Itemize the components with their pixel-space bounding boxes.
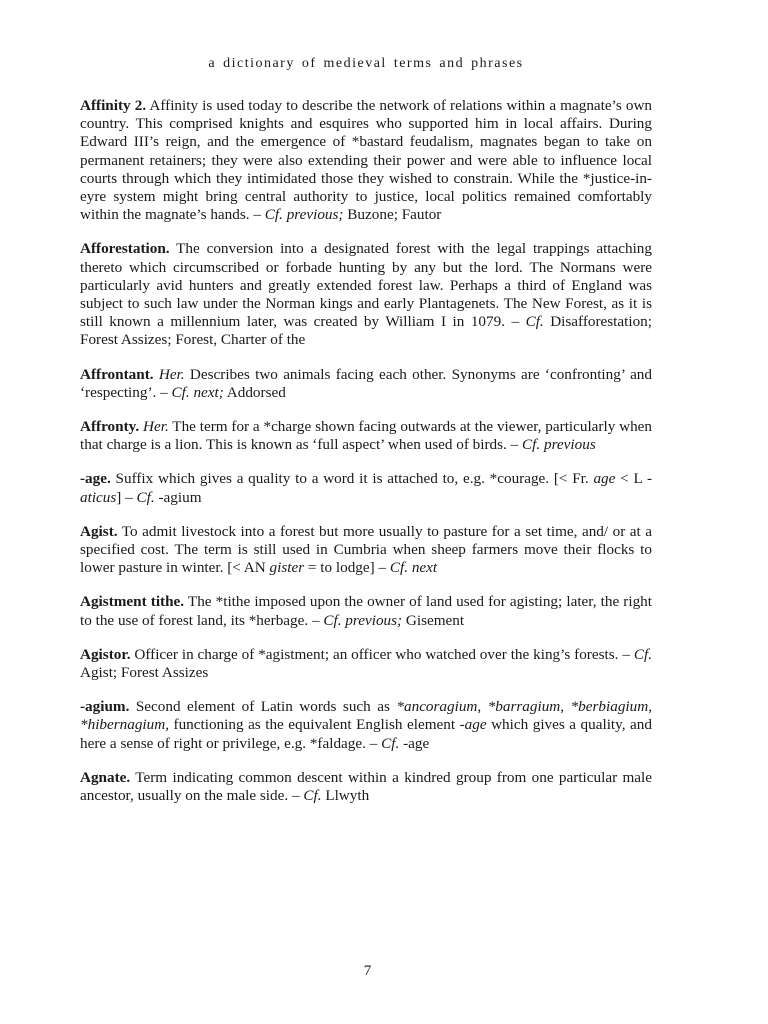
- entry-text: = to lodge] –: [304, 559, 390, 577]
- entry-text-italic: *barragium: [487, 698, 561, 716]
- entry-headword: -agium.: [80, 698, 130, 716]
- entry-headword: Agistment tithe.: [80, 593, 185, 611]
- entry-text-italic: Cf.: [136, 488, 155, 506]
- entry-text: , functioning as the equivalent English element -: [165, 716, 465, 734]
- entry-text: Second element of Latin words such as: [129, 698, 397, 716]
- entry-text: which gives a quality, and here a sense of right or privilege, e.g. *faldage. –: [80, 716, 652, 752]
- entry-text: -agium: [154, 488, 202, 506]
- entry-text: The term for a *charge shown facing outwards at the viewer, particularly when that charge is a lion. This is known as ‘full aspect’ when used of birds. –: [80, 418, 653, 454]
- page-number: 7: [363, 963, 372, 979]
- entry-headword: Agistor.: [80, 645, 131, 663]
- entry-headword: Affrontant.: [80, 365, 154, 383]
- entry-agnate: [80, 769, 652, 805]
- entry-text-italic: age: [464, 716, 487, 734]
- entry-text: Officer in charge of *agistment; an officer who watched over the king’s forests. –: [130, 645, 634, 663]
- entry-text-italic: Cf.: [381, 734, 400, 752]
- entry-headword: -age.: [80, 470, 111, 488]
- entry-affinity-2: [80, 97, 652, 224]
- entry-text: The conversion into a designated forest with the legal trappings attaching thereto which circumscribed or forbade hunting by any but the lord. The Normans were particularly avid hunters and greatly extended forest law. Perhaps a third of England was subject to such law under the Norman kings and early Plantagenets. The New Forest, as it is still known a millennium later, was created by William I in 1079. –: [80, 240, 652, 331]
- entry-text: Gisement: [402, 611, 465, 629]
- entry-agist: [80, 523, 652, 578]
- entry-headword: Agnate.: [80, 768, 131, 786]
- entry-text: Suffix which gives a quality to a word it is attached to, e.g. *courage. [< Fr.: [110, 470, 594, 488]
- entry-text-italic: Cf. next;: [171, 383, 224, 401]
- entry-text: ,: [560, 698, 571, 716]
- entry-agium: [80, 698, 652, 753]
- entry-text: Buzone; Fautor: [343, 206, 442, 224]
- entry-body: [80, 646, 652, 681]
- entry-text-italic: Cf.: [633, 645, 652, 663]
- entry-text-italic: Cf. next: [389, 559, 438, 577]
- entry-body: [80, 97, 652, 223]
- entry-text-italic: Cf.: [525, 313, 544, 331]
- entry-text-italic: *ancoragium: [396, 698, 478, 716]
- entry-body: [80, 698, 652, 751]
- entry-text: Addorsed: [223, 383, 286, 401]
- entry-body: [80, 366, 652, 401]
- entry-body: [80, 523, 652, 576]
- entry-text-italic: gister: [269, 559, 305, 577]
- entry-text: < L -: [615, 470, 652, 488]
- entry-text: -age: [399, 734, 430, 752]
- entry-text: Agist; Forest Assizes: [80, 664, 209, 682]
- entry-list: [80, 97, 652, 821]
- entry-text: ] –: [116, 488, 137, 506]
- entry-text-italic: age: [593, 470, 616, 488]
- entry-text: Llwyth: [321, 787, 370, 805]
- entry-text-italic: *berbiagium: [570, 698, 649, 716]
- entry-text-italic: Cf.: [303, 787, 322, 805]
- entry-text: Affinity is used today to describe the network of relations within a magnate’s own country. This comprised knights and esquires who supported him in local affairs. During Edward III’s reign, and the emergence of *bastard feudalism, magnates began to take on permanent retainers; they were also extending their power and were able to influence local courts through which they intimidated those they wished to constrain. While the *justice-in-eyre system might bring central authority to justice, local politics remained comfortably within the magnate’s hands. –: [80, 97, 652, 224]
- entry-body: [80, 470, 652, 505]
- entry-text: Describes two animals facing each other. Synonyms are ‘confronting’ and ‘respecting’. –: [80, 365, 652, 401]
- entry-headword: Agist.: [80, 522, 118, 540]
- entry-headword: Affinity 2.: [80, 97, 147, 114]
- entry-affronty: [80, 418, 652, 454]
- entry-text-italic: Cf. previous;: [323, 611, 403, 629]
- entry-text-italic: Her.: [143, 418, 169, 436]
- entry-headword: Afforestation.: [80, 240, 170, 258]
- entry-text: To admit livestock into a forest but more usually to pasture for a set time, and/ or at a specified cost. The term is still used in Cumbria when sheep farmers move their flocks to lower pasture in winter. [< AN: [80, 522, 652, 577]
- entry-age-suffix: [80, 470, 652, 506]
- entry-text-italic: aticus: [80, 488, 117, 506]
- entry-afforestation: [80, 240, 652, 349]
- entry-text-italic: Cf. previous;: [264, 206, 344, 224]
- entry-text: Term indicating common descent within a kindred group from one particular male ancestor, usually on the male side. –: [80, 768, 652, 805]
- entry-text: The *tithe imposed upon the owner of land used for agisting; later, the right to the use of forest land, its *herbage. –: [80, 593, 652, 629]
- entry-affrontant: [80, 366, 652, 402]
- entry-text-italic: Her.: [158, 365, 185, 383]
- entry-text: Disafforestation; Forest Assizes; Forest, Charter of the: [80, 313, 652, 349]
- entry-body: [80, 769, 652, 804]
- entry-text: ,: [648, 698, 652, 716]
- entry-text-italic: *hibernagium: [80, 716, 166, 734]
- entry-headword: Affronty.: [80, 418, 140, 436]
- entry-body: [80, 418, 652, 453]
- running-head: a dictionary of medieval terms and phrases: [208, 56, 524, 71]
- entry-text: ,: [477, 698, 488, 716]
- entry-agistor: [80, 646, 652, 682]
- entry-agistment-tithe: [80, 593, 652, 629]
- entry-text-italic: Cf. previous: [522, 436, 596, 454]
